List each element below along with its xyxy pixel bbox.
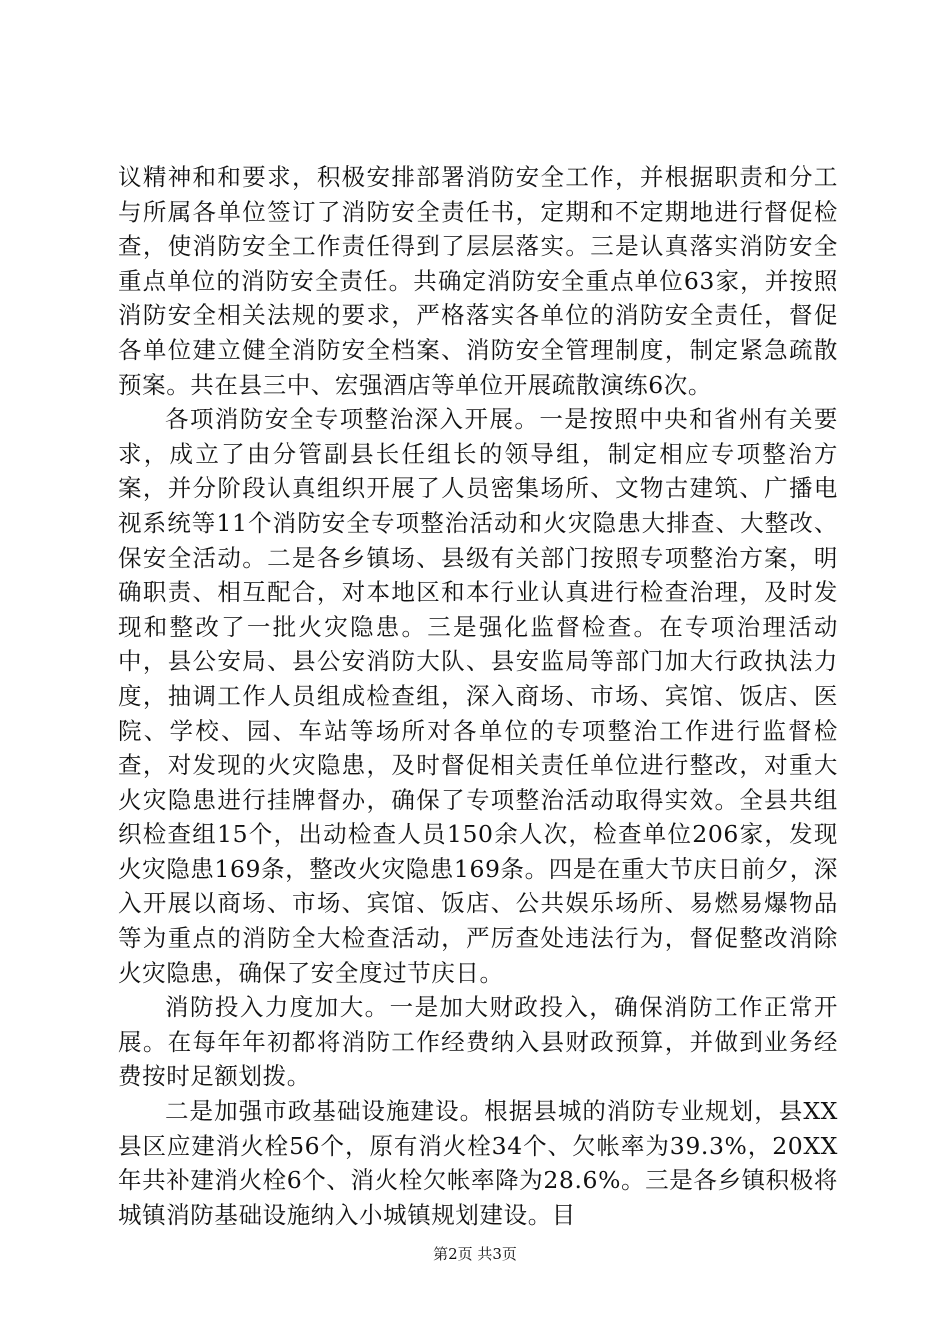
body-paragraph: 各项消防安全专项整治深入开展。一是按照中央和省州有关要求，成立了由分管副县长任组长的领导组，制定相应专项整治方案，并分阶段认真组织开展了人员密集场所、文物古建筑、广播电视系统等11个消防安全专项整治活动和火灾隐患大排查、大整改、保安全活动。二是各乡镇场、县级有关部门按照专项整治方案，明确职责、相互配合，对本地区和本行业认真进行检查治理，及时发现和整改了一批火灾隐患。三是强化监督检查。在专项治理活动中，县公安局、县公安消防大队、县安监局等部门加大行政执法力度，抽调工作人员组成检查组，深入商场、市场、宾馆、饭店、医院、学校、园、车站等场所对各单位的专项整治工作进行监督检查，对发现的火灾隐患，及时督促相关责任单位进行整改，对重大火灾隐患进行挂牌督办，确保了专项整治活动取得实效。全县共组织检查组15个，出动检查人员150余人次，检查单位206家，发现火灾隐患169条，整改火灾隐患169条。四是在重大节庆日前夕，深入开展以商场、市场、宾馆、饭店、公共娱乐场所、易燃易爆物品等为重点的消防全大检查活动，严厉查处违法行为，督促整改消除火灾隐患，确保了安全度过节庆日。 (118, 405, 838, 987)
body-paragraph: 二是加强市政基础设施建设。根据县城的消防专业规划，县XX县区应建消火栓56个，原有消火栓34个、欠帐率为39.3%，20XX年共补建消火栓6个、消火栓欠帐率降为28.6%。三是各乡镇积极将城镇消防基础设施纳入小城镇规划建设。目 (118, 1097, 838, 1229)
document-body (118, 160, 838, 1232)
body-paragraph: 议精神和和要求，积极安排部署消防安全工作，并根据职责和分工与所属各单位签订了消防安全责任书，定期和不定期地进行督促检查，使消防安全工作责任得到了层层落实。三是认真落实消防安全重点单位的消防安全责任。共确定消防安全重点单位63家，并按照消防安全相关法规的要求，严格落实各单位的消防安全责任，督促各单位建立健全消防安全档案、消防安全管理制度，制定紧急疏散预案。共在县三中、宏强酒店等单位开展疏散演练6次。 (118, 163, 838, 399)
page-number-footer: 第2页 共3页 (433, 1245, 517, 1263)
body-paragraph: 消防投入力度加大。一是加大财政投入，确保消防工作正常开展。在每年年初都将消防工作经费纳入县财政预算，并做到业务经费按时足额划拨。 (118, 993, 838, 1091)
